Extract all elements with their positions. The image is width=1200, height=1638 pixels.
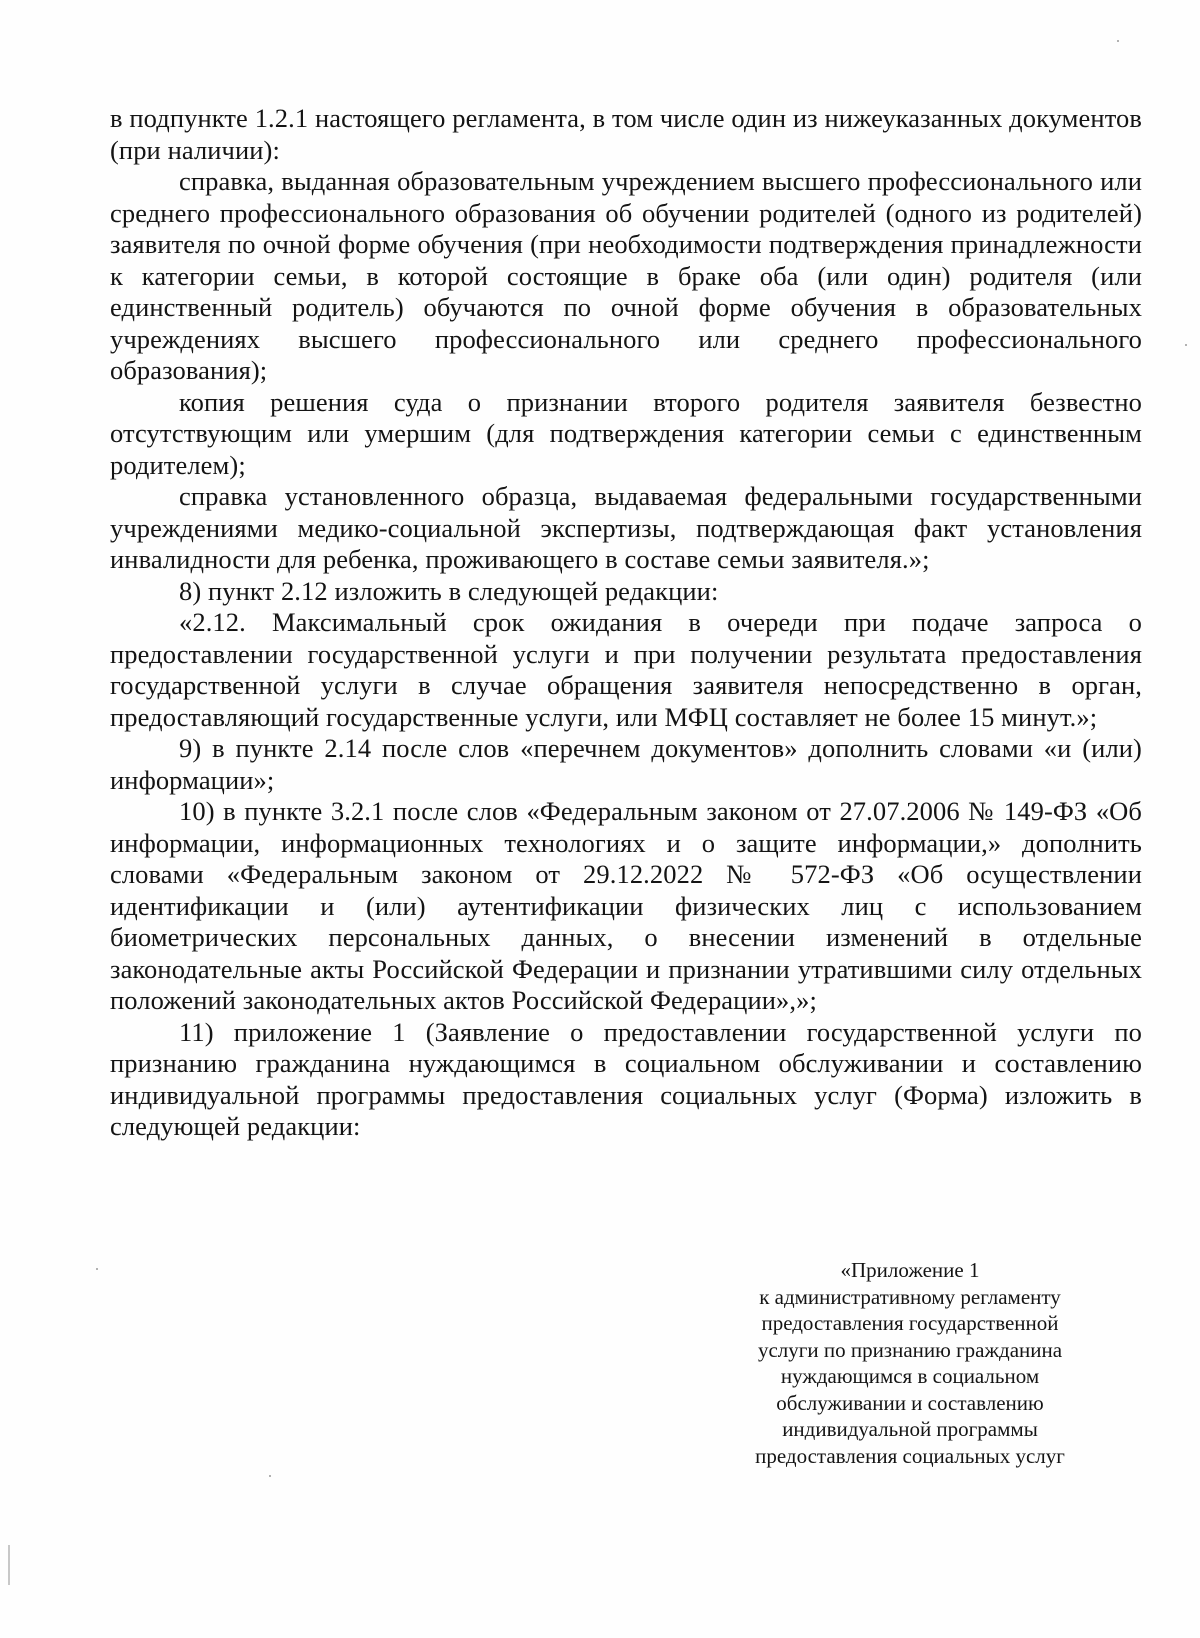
paragraph-item-8: 8) пункт 2.12 изложить в следующей редакции: [179, 575, 719, 606]
paragraph-2-12: «2.12. Максимальный срок ожидания в очереди при подаче запроса о предоставлении государственной услуги и при получении результата предоставления государственной услуги в случае обращения заявителя непосредственно в орган, предоставляющий государственные услуги, или МФЦ составляет не более 15 минут.»; [110, 607, 1142, 732]
appendix-line: обслуживании и составлению [776, 1390, 1044, 1415]
appendix-line: «Приложение 1 [840, 1258, 980, 1282]
appendix-line: предоставления государственной [761, 1311, 1059, 1335]
paragraph-intro: в подпункте 1.2.1 настоящего регламента, в том числе один из нижеуказанных документов (при наличии): [110, 103, 1142, 165]
document-body [110, 103, 1142, 1143]
scan-speck [269, 1475, 271, 1477]
paragraph-disability-certificate: справка установленного образца, выдаваемая федеральными государственными учреждениями медико-социальной экспертизы, подтверждающая факт установления инвалидности для ребенка, проживающего в составе семьи заявителя.»; [110, 481, 1142, 574]
paragraph-court-decision: копия решения суда о признании второго родителя заявителя безвестно отсутствующим или умершим (для подтверждения категории семьи с единственным родителем); [110, 386, 1142, 480]
paragraph-item-9: 9) в пункте 2.14 после слов «перечнем документов» дополнить словами «и (или) информации»; [110, 733, 1142, 795]
paragraph-education-certificate: справка, выданная образовательным учреждением высшего профессионального или среднего профессионального образования об обучении родителей (одного из родителей) заявителя по очной форме обучения (при необходимости подтверждения принадлежности к категории семьи, в которой состоящие в браке оба (или один) родителя (или единственный родитель) обучаются по очной форме обучения в образовательных учреждениях высшего профессионального или среднего профессионального образования); [110, 166, 1142, 385]
appendix-line: к административному регламенту [759, 1284, 1061, 1309]
scan-speck [96, 1268, 98, 1270]
appendix-line: нуждающимся в социальном [780, 1364, 1040, 1388]
paragraph-item-10: 10) в пункте 3.2.1 после слов «Федеральным законом от 27.07.2006 № 149-ФЗ «Об информации, информационных технологиях и о защите информации,» дополнить словами «Федеральным законом от 29.12.2022 № 572-ФЗ «Об осуществлении идентификации и (или) аутентификации физических лиц с использованием биометрических персональных данных, о внесении изменений в отдельные законодательные акты Российской Федерации и признании утратившими силу отдельных положений законодательных актов Российской Федерации»,»; [110, 796, 1142, 1015]
paragraph-item-11: 11) приложение 1 (Заявление о предоставлении государственной услуги по признанию гражданина нуждающимся в социальном обслуживании и составлению индивидуальной программы предоставления социальных услуг (Форма) изложить в следующей редакции: [110, 1016, 1142, 1141]
appendix-line: предоставления социальных услуг [755, 1443, 1065, 1468]
scan-speck [8, 1545, 10, 1585]
scan-speck [1117, 40, 1119, 42]
appendix-line: индивидуальной программы [782, 1417, 1038, 1441]
scan-speck [1185, 344, 1187, 346]
appendix-header [710, 1257, 1110, 1469]
appendix-line: услуги по признанию гражданина [757, 1337, 1063, 1362]
